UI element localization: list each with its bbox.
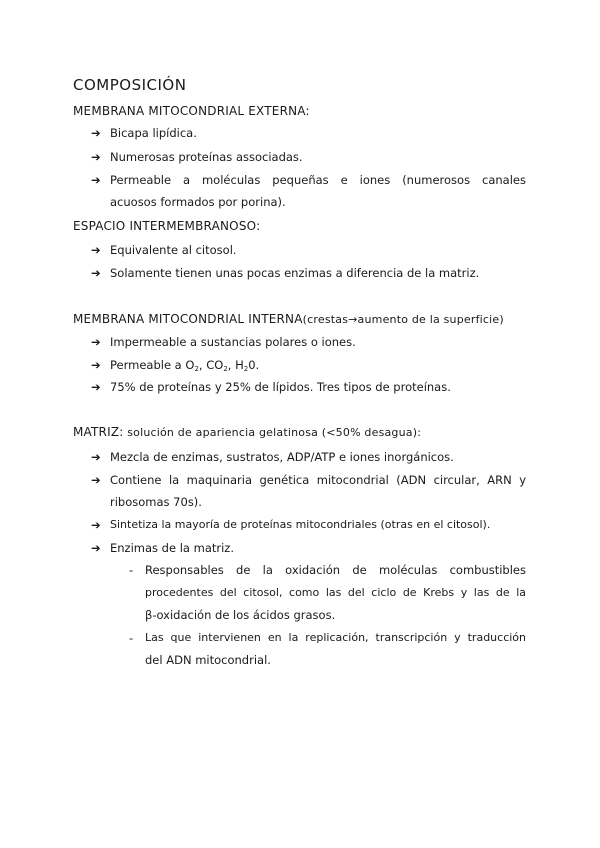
heading-note: (crestas→aumento de la superficie)	[302, 313, 504, 326]
list-item: Contiene la maquinaria genética mitocondrial (ADN circular, ARN y	[110, 473, 526, 487]
list-item: Bicapa lipídica.	[110, 126, 197, 140]
sub-list-item-continuation: del ADN mitocondrial.	[145, 653, 271, 667]
section-heading-espacio-intermembranoso: ESPACIO INTERMEMBRANOSO:	[73, 219, 261, 233]
sub-list-item-continuation: procedentes del citosol, como las del ciclo de Krebs y las de la	[145, 586, 526, 599]
dash-bullet-icon: -	[129, 631, 134, 645]
text-run: 0.	[248, 358, 260, 372]
sub-list-item: Responsables de la oxidación de moléculas combustibles	[145, 563, 526, 577]
arrow-bullet-icon: ➔	[91, 266, 101, 280]
text-run: , CO	[198, 358, 224, 372]
list-item: Enzimas de la matriz.	[110, 541, 234, 555]
dash-bullet-icon: -	[129, 563, 134, 577]
page-title: COMPOSICIÓN	[73, 76, 187, 94]
heading-label: MATRIZ:	[73, 425, 124, 439]
subscript: 2	[243, 365, 249, 373]
section-heading-matriz	[73, 425, 421, 439]
subscript: 2	[223, 365, 228, 373]
list-item: Permeable a moléculas pequeñas e iones (numerosos canales	[110, 173, 526, 187]
list-item: Solamente tienen unas pocas enzimas a diferencia de la matriz.	[110, 266, 480, 280]
list-item: Impermeable a sustancias polares o iones.	[110, 335, 356, 349]
section-heading-membrana-interna	[73, 312, 504, 326]
text-run: Permeable a O	[110, 358, 195, 372]
arrow-bullet-icon: ➔	[91, 126, 101, 140]
sub-list-item-continuation: β-oxidación de los ácidos grasos.	[145, 608, 336, 622]
arrow-bullet-icon: ➔	[91, 473, 101, 487]
text-run: , H	[227, 358, 244, 372]
list-item: Sintetiza la mayoría de proteínas mitocondriales (otras en el citosol).	[110, 518, 491, 531]
list-item: Equivalente al citosol.	[110, 243, 237, 257]
list-item: Mezcla de enzimas, sustratos, ADP/ATP e iones inorgánicos.	[110, 450, 454, 464]
subscript: 2	[194, 365, 199, 373]
heading-label: MEMBRANA MITOCONDRIAL INTERNA	[73, 312, 303, 326]
list-item-continuation: ribosomas 70s).	[110, 495, 202, 509]
arrow-bullet-icon: ➔	[91, 150, 101, 164]
list-item: 75% de proteínas y 25% de lípidos. Tres tipos de proteínas.	[110, 380, 451, 394]
arrow-bullet-icon: ➔	[91, 380, 101, 394]
heading-note: solución de apariencia gelatinosa (<50% desagua):	[123, 426, 422, 439]
arrow-bullet-icon: ➔	[91, 335, 101, 349]
list-item-continuation: acuosos formados por porina).	[110, 195, 286, 209]
arrow-bullet-icon: ➔	[91, 541, 101, 555]
arrow-bullet-icon: ➔	[91, 450, 101, 464]
arrow-bullet-icon: ➔	[91, 243, 101, 257]
arrow-bullet-icon: ➔	[91, 518, 101, 532]
arrow-bullet-icon: ➔	[91, 358, 101, 372]
list-item: Numerosas proteínas associadas.	[110, 150, 303, 164]
section-heading-membrana-externa: MEMBRANA MITOCONDRIAL EXTERNA:	[73, 104, 310, 118]
arrow-bullet-icon: ➔	[91, 173, 101, 187]
sub-list-item: Las que intervienen en la replicación, transcripción y traducción	[145, 631, 526, 644]
